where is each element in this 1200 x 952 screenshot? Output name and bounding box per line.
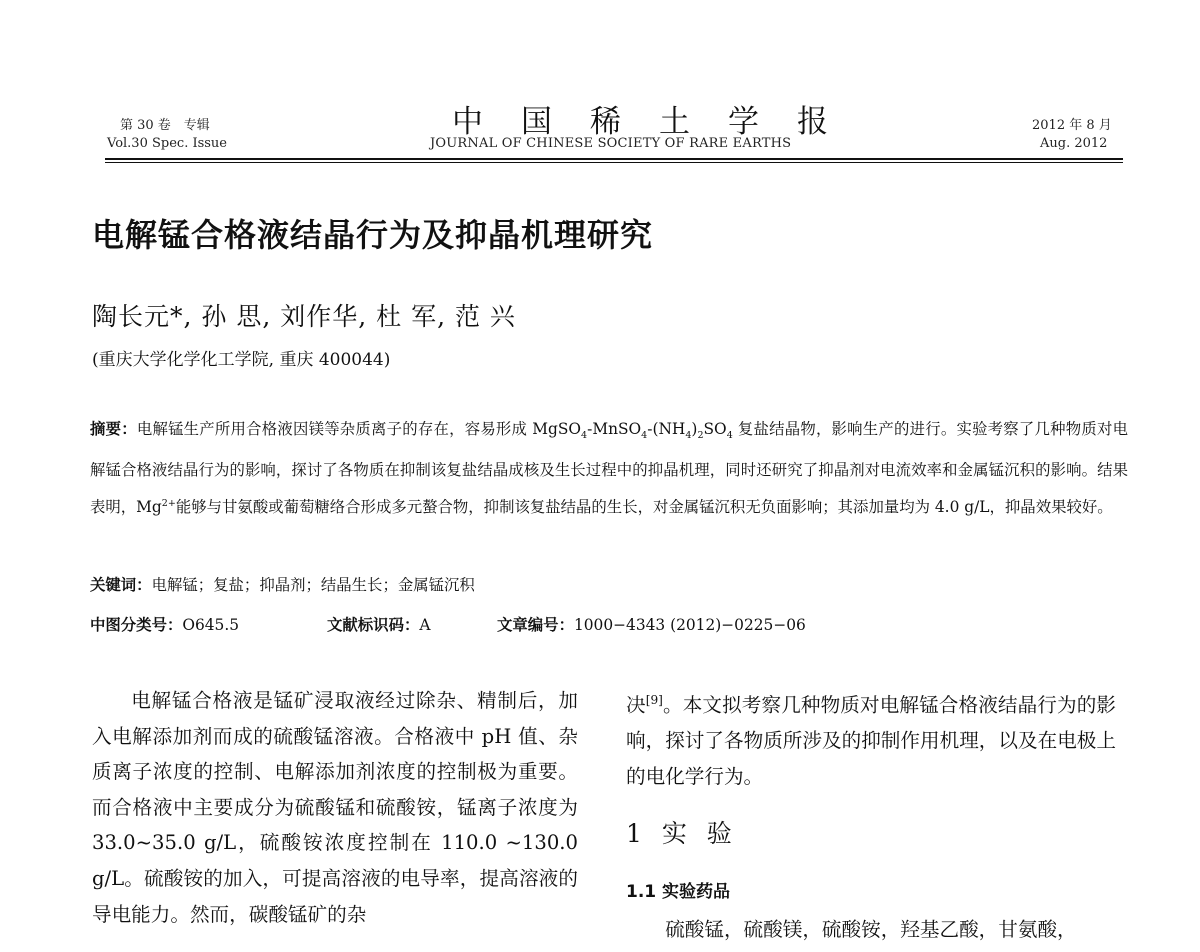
header-rule-thick <box>105 158 1123 160</box>
journal-title-en: JOURNAL OF CHINESE SOCIETY OF RARE EARTHS <box>430 136 792 151</box>
abstract-text: 电解锰生产所用合格液因镁等杂质离子的存在，容易形成 MgSO <box>136 420 582 438</box>
clc-number <box>90 613 239 635</box>
subsection-heading: 1.1 实验药品 <box>626 882 731 902</box>
keywords-label: 关键词： <box>90 576 152 594</box>
subscript: 4 <box>641 430 648 442</box>
superscript: 2+ <box>161 498 176 510</box>
body-text: 决 <box>626 693 646 717</box>
abstract-label: 摘要： <box>90 420 137 438</box>
author-list: 陶长元*, 孙 思, 刘作华, 杜 军, 范 兴 <box>92 302 516 331</box>
article-no-value: 1000−4343 (2012)−0225−06 <box>573 616 806 634</box>
article-number <box>497 613 806 635</box>
affiliation: (重庆大学化学化工学院, 重庆 400044) <box>92 350 391 370</box>
document-code <box>327 613 430 635</box>
body-paragraph: 硫酸锰，硫酸镁，硫酸铵，羟基乙酸，甘氨酸， <box>665 918 1077 941</box>
article-no-label: 文章编号： <box>497 616 574 634</box>
right-column-continued <box>626 912 1116 948</box>
right-column <box>626 683 1116 794</box>
subscript: 2 <box>697 430 704 442</box>
left-column <box>92 683 578 951</box>
doc-code-value: A <box>419 616 431 634</box>
abstract-text: -(NH <box>647 420 686 438</box>
abstract-text: 能够与甘氨酸或葡萄糖络合形成多元螯合物，抑制该复盐结晶的生长，对金属锰沉积无负面影响；其添加量均为 4.0 g/L，抑晶效果较好。 <box>175 498 1113 517</box>
keywords <box>90 573 475 595</box>
subscript: 4 <box>581 430 588 442</box>
subscript: 4 <box>726 430 733 442</box>
body-paragraph <box>626 683 1116 794</box>
journal-title-cn: 中国稀土学报 <box>452 104 866 140</box>
abstract <box>90 412 1128 524</box>
abstract-text: ) <box>691 420 698 438</box>
doc-code-label: 文献标识码： <box>327 616 420 634</box>
date-cn: 2012 年 8 月 <box>1032 118 1112 133</box>
abstract-text: -MnSO <box>587 420 642 438</box>
volume-en: Vol.30 Spec. Issue <box>107 136 227 151</box>
article-title: 电解锰合格液结晶行为及抑晶机理研究 <box>92 216 654 254</box>
header-rule-thin <box>105 162 1123 163</box>
volume-cn: 第 30 卷 专辑 <box>120 118 210 133</box>
clc-value: O645.5 <box>182 616 240 634</box>
citation-ref: [9] <box>645 693 663 707</box>
keywords-text: 电解锰；复盐；抑晶剂；结晶生长；金属锰沉积 <box>151 576 475 594</box>
abstract-text: 复盐结晶物，影响生产的进行。实验考察了几种物质对电解锰合格液结晶行为的影响，探讨了各物质在抑制该复盐结晶成核及生长过程中的抑晶机理，同时还研究了抑晶剂对电流效率和金属锰沉积的影响。结果表明，Mg <box>90 420 1128 517</box>
subscript: 4 <box>685 430 692 442</box>
clc-label: 中图分类号： <box>90 616 183 634</box>
section-heading: 1 实 验 <box>626 819 738 848</box>
date-en: Aug. 2012 <box>1040 136 1108 151</box>
abstract-text: SO <box>703 420 727 438</box>
body-text: 。本文拟考察几种物质对电解锰合格液结晶行为的影响，探讨了各物质所涉及的抑制作用机理，以及在电极上的电化学行为。 <box>626 693 1117 788</box>
body-paragraph: 电解锰合格液是锰矿浸取液经过除杂、精制后，加入电解添加剂而成的硫酸锰溶液。合格液中 pH 值、杂质离子浓度的控制、电解添加剂浓度的控制极为重要。而合格液中主要成分为硫酸锰和硫酸铵，锰离子浓度为 33.0~35.0 g/L，硫酸铵浓度控制在 110.0 ~130.0 g/L。硫酸铵的加入，可提高溶液的电导率，提高溶液的导电能力。然而，碳酸锰矿的杂 <box>92 689 578 926</box>
